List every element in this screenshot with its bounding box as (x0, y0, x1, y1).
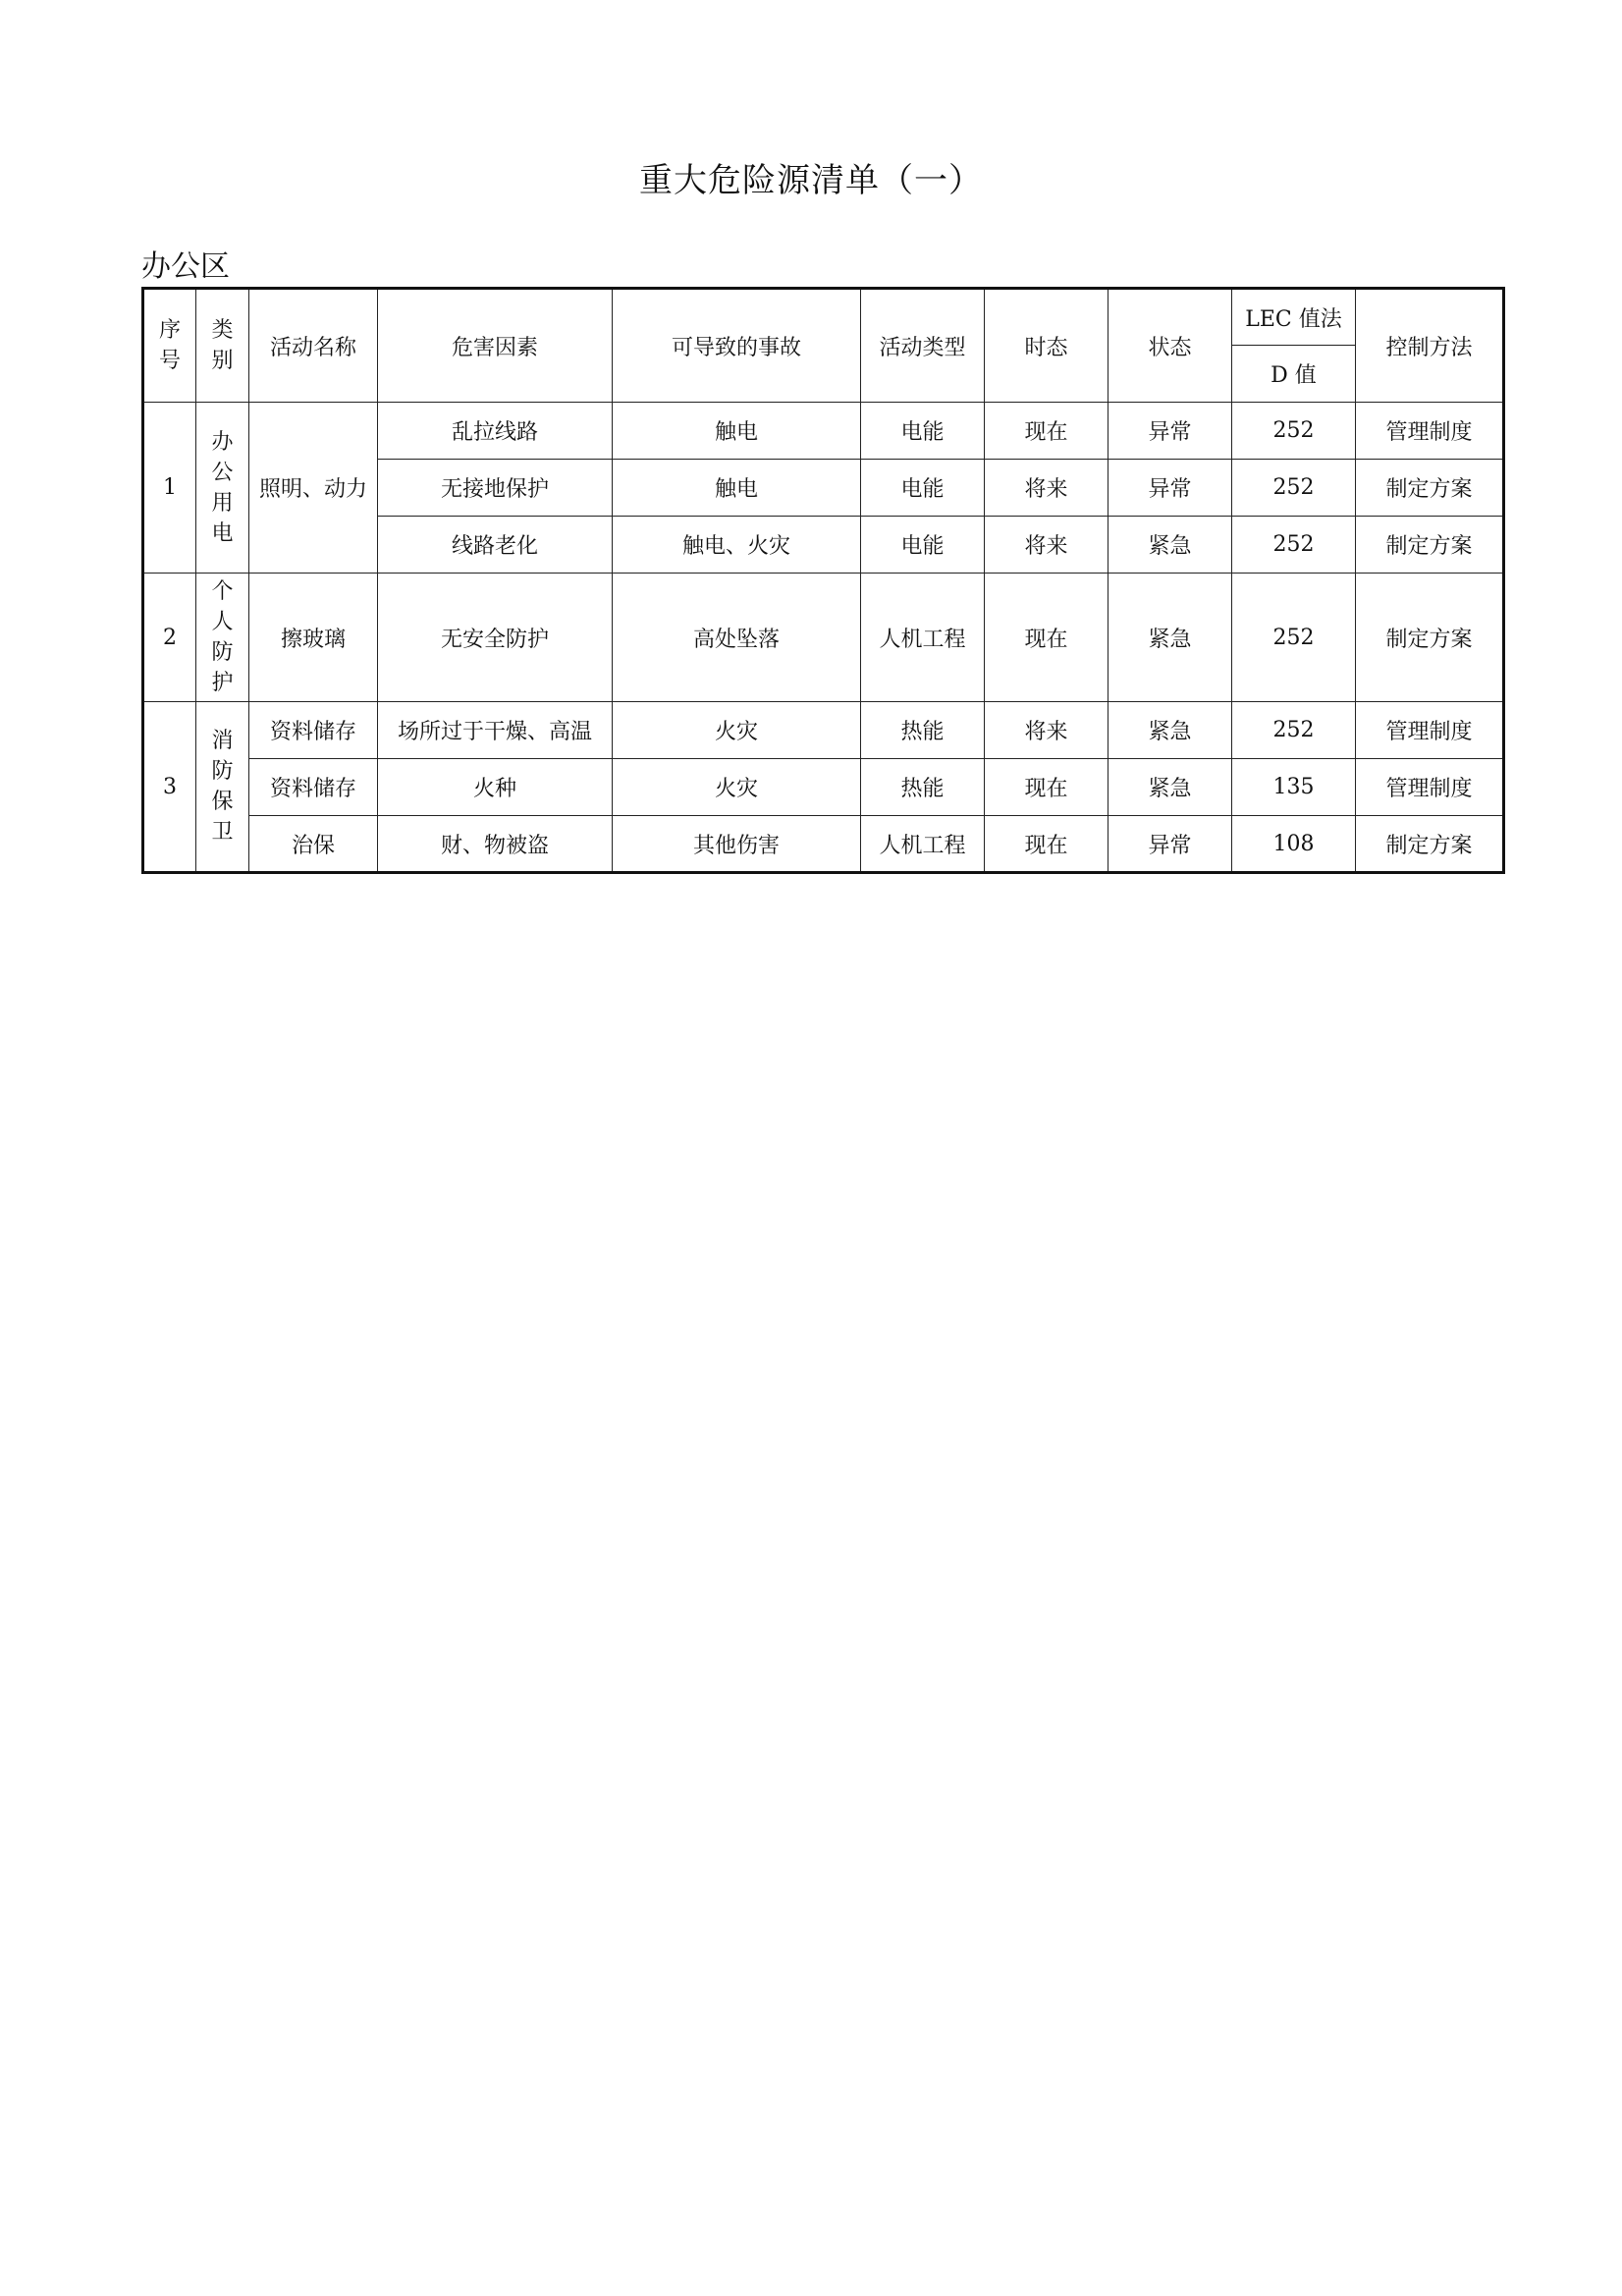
cell-control: 制定方案 (1356, 574, 1504, 702)
header-control: 控制方法 (1356, 289, 1504, 403)
cell-accident: 火灾 (613, 702, 861, 759)
cell-activity: 资料储存 (249, 759, 378, 816)
cell-accident: 高处坠落 (613, 574, 861, 702)
cell-control: 制定方案 (1356, 517, 1504, 574)
cell-tense: 将来 (985, 517, 1108, 574)
document-title: 重大危险源清单（一） (639, 161, 983, 200)
cell-state: 紧急 (1108, 759, 1232, 816)
cell-seq: 3 (143, 702, 196, 873)
cell-control: 制定方案 (1356, 816, 1504, 873)
cell-hazard: 财、物被盗 (378, 816, 613, 873)
cell-category: 办 公 用 电 (196, 403, 249, 574)
cell-d-value: 252 (1232, 460, 1356, 517)
cell-tense: 现在 (985, 759, 1108, 816)
cell-tense: 现在 (985, 403, 1108, 460)
cell-activity-type: 热能 (861, 702, 985, 759)
cell-hazard: 场所过于干燥、高温 (378, 702, 613, 759)
cell-control: 管理制度 (1356, 403, 1504, 460)
cell-d-value: 252 (1232, 574, 1356, 702)
header-tense: 时态 (985, 289, 1108, 403)
cell-control: 管理制度 (1356, 759, 1504, 816)
cell-hazard: 线路老化 (378, 517, 613, 574)
header-lec: LEC 值法 (1232, 289, 1356, 346)
cell-seq: 2 (143, 574, 196, 702)
cell-activity: 照明、动力 (249, 403, 378, 574)
cell-activity-type: 人机工程 (861, 574, 985, 702)
cell-state: 紧急 (1108, 574, 1232, 702)
header-accident: 可导致的事故 (613, 289, 861, 403)
cell-tense: 现在 (985, 574, 1108, 702)
cell-d-value: 108 (1232, 816, 1356, 873)
cell-tense: 将来 (985, 702, 1108, 759)
cell-activity-type: 电能 (861, 517, 985, 574)
cell-activity: 资料储存 (249, 702, 378, 759)
header-d-value: D 值 (1232, 346, 1356, 403)
cell-state: 紧急 (1108, 517, 1232, 574)
cell-activity-type: 热能 (861, 759, 985, 816)
cell-hazard: 乱拉线路 (378, 403, 613, 460)
cell-accident: 其他伤害 (613, 816, 861, 873)
table-row (143, 816, 1504, 873)
section-title: 办公区 (141, 249, 230, 284)
header-hazard: 危害因素 (378, 289, 613, 403)
cell-control: 制定方案 (1356, 460, 1504, 517)
cell-control: 管理制度 (1356, 702, 1504, 759)
header-seq: 序 号 (143, 289, 196, 403)
cell-tense: 现在 (985, 816, 1108, 873)
cell-activity-type: 电能 (861, 403, 985, 460)
header-category: 类 别 (196, 289, 249, 403)
cell-state: 紧急 (1108, 702, 1232, 759)
cell-tense: 将来 (985, 460, 1108, 517)
table-row (143, 759, 1504, 816)
cell-state: 异常 (1108, 460, 1232, 517)
cell-category: 消 防 保 卫 (196, 702, 249, 873)
cell-activity-type: 人机工程 (861, 816, 985, 873)
cell-accident: 触电 (613, 460, 861, 517)
table-row (143, 403, 1504, 460)
cell-d-value: 252 (1232, 403, 1356, 460)
cell-accident: 火灾 (613, 759, 861, 816)
hazard-table (141, 287, 1505, 874)
cell-hazard: 火种 (378, 759, 613, 816)
cell-accident: 触电 (613, 403, 861, 460)
table-row (143, 702, 1504, 759)
table-row (143, 574, 1504, 702)
header-activity-type: 活动类型 (861, 289, 985, 403)
cell-d-value: 252 (1232, 517, 1356, 574)
cell-activity-type: 电能 (861, 460, 985, 517)
cell-accident: 触电、火灾 (613, 517, 861, 574)
cell-d-value: 252 (1232, 702, 1356, 759)
header-row (143, 289, 1504, 346)
cell-state: 异常 (1108, 403, 1232, 460)
header-activity: 活动名称 (249, 289, 378, 403)
cell-category: 个 人 防 护 (196, 574, 249, 702)
cell-hazard: 无安全防护 (378, 574, 613, 702)
cell-state: 异常 (1108, 816, 1232, 873)
cell-d-value: 135 (1232, 759, 1356, 816)
cell-hazard: 无接地保护 (378, 460, 613, 517)
cell-seq: 1 (143, 403, 196, 574)
cell-activity: 治保 (249, 816, 378, 873)
cell-activity: 擦玻璃 (249, 574, 378, 702)
header-state: 状态 (1108, 289, 1232, 403)
